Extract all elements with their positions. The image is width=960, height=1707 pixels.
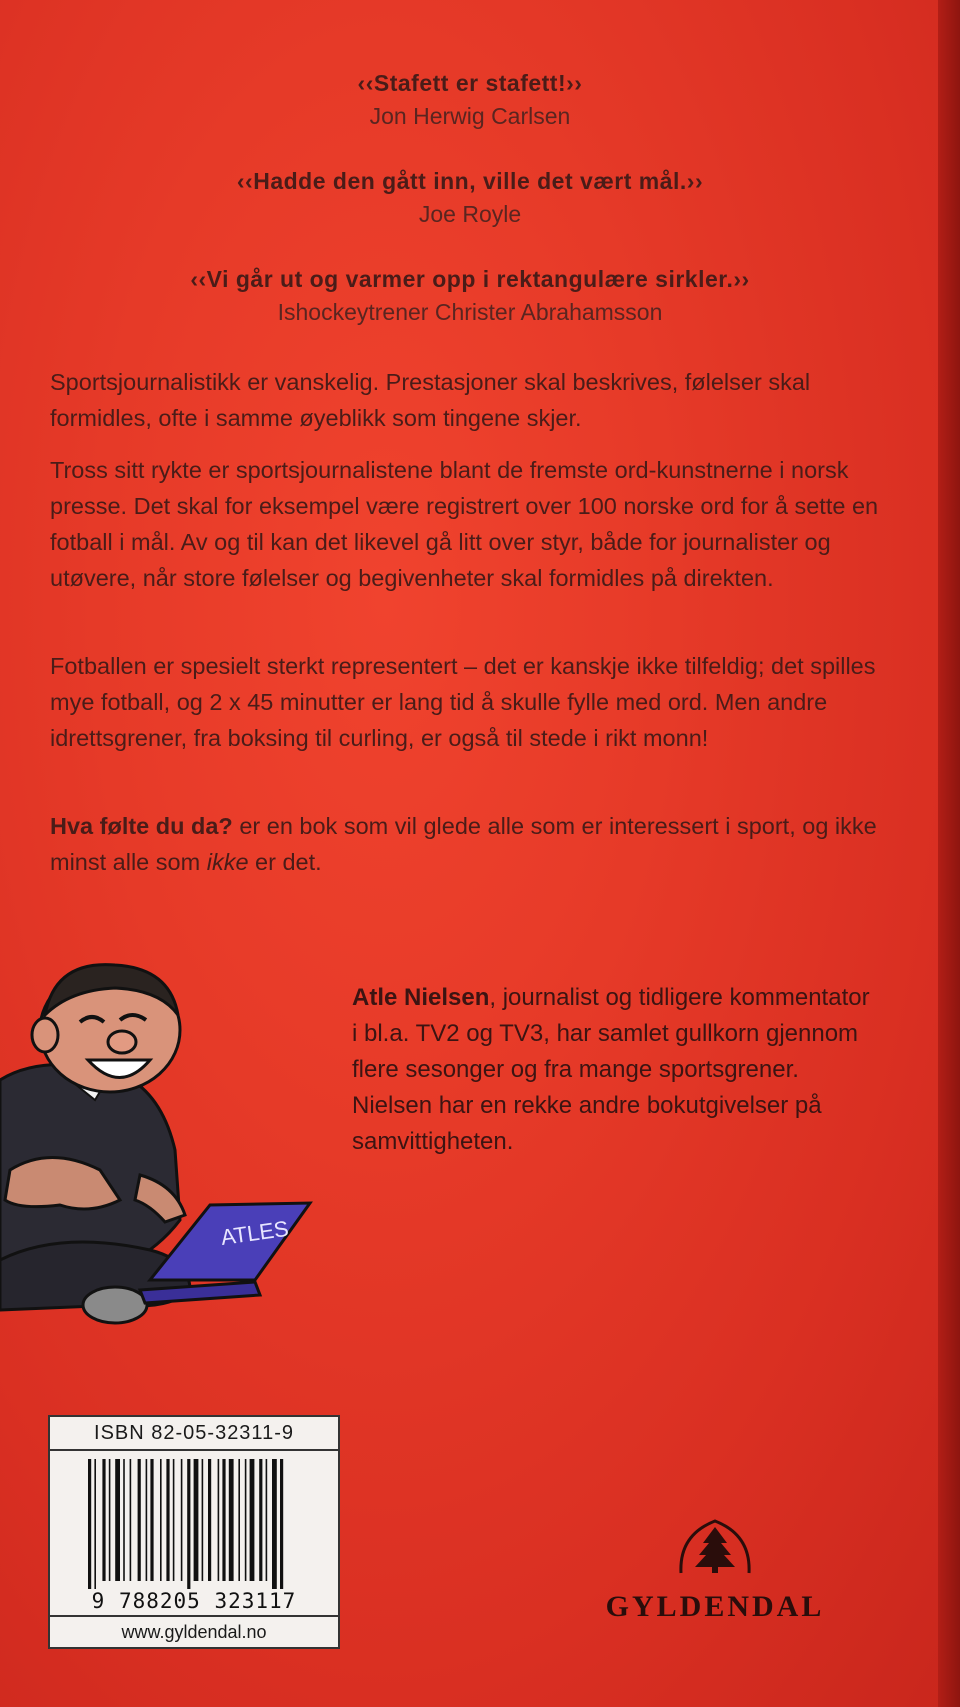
barcode-bar (208, 1459, 211, 1581)
barcode-bar (259, 1459, 262, 1581)
publisher-logo (575, 1515, 855, 1624)
quote-text: ‹‹Vi går ut og varmer opp i rektangulære sirkler.›› (190, 266, 750, 292)
barcode-bar (146, 1459, 148, 1581)
publisher-name: GYLDENDAL (605, 1590, 825, 1623)
paragraph-3 (50, 648, 900, 756)
barcode-bar (160, 1459, 162, 1581)
book-title: Hva følte du da? (50, 813, 233, 839)
barcode-bar (272, 1459, 277, 1589)
laptop-label: ATLES (219, 1215, 291, 1250)
paragraph-2 (50, 452, 900, 596)
barcode-bar (187, 1459, 190, 1589)
quote-1 (0, 70, 940, 130)
barcode-bar (94, 1459, 96, 1589)
barcode-bar (173, 1459, 175, 1581)
barcode-bar (202, 1459, 204, 1581)
quote-author: Ishockeytrener Christer Abrahamsson (277, 299, 663, 325)
barcode-bar (218, 1459, 220, 1581)
barcode-bar (109, 1459, 111, 1581)
barcode-bar (130, 1459, 132, 1581)
isbn-text: ISBN 82-05-32311-9 (50, 1417, 338, 1451)
barcode-bar (280, 1459, 283, 1589)
barcode-bar (166, 1459, 169, 1581)
paragraph-text: Fotballen er spesielt sterkt representert – det er kanskje ikke tilfeldig; det spilles mye fotball, og 2 x 45 minutter er lang tid å skulle fylle med ord. Men andre idrettsgrener, fra boksing til curling, er også til stede i rikt monn! (50, 653, 876, 751)
tree-logo-icon (675, 1515, 755, 1579)
paragraph-text: er det. (248, 849, 322, 875)
barcode-bar (102, 1459, 105, 1581)
paragraph-1 (50, 364, 900, 436)
ean-number: 9 788205 323117 (91, 1589, 297, 1613)
barcode-bar (229, 1459, 234, 1581)
author-bio-text: , journalist og tidligere kommentator i bl.a. TV2 og TV3, har samlet gullkorn gjennom flere sesonger og fra mange sportsgrener. Nielsen har en rekke andre bokutgivelser på samvittigheten. (352, 984, 870, 1155)
barcode-bar (123, 1459, 125, 1581)
quote-text: ‹‹Hadde den gått inn, ville det vært mål.›› (236, 168, 704, 194)
barcode-bar (181, 1459, 183, 1581)
emphasis-text: ikke (206, 849, 249, 875)
quote-author: Joe Royle (418, 201, 522, 227)
paragraph-text: er en bok som vil glede alle som er interessert i sport, og ikke minst alle som (50, 813, 877, 875)
quote-2 (0, 168, 940, 228)
author-bio (352, 980, 872, 1160)
barcode-bar (150, 1459, 153, 1581)
paragraph-text: Sportsjournalistikk er vanskelig. Prestasjoner skal beskrives, følelser skal formidles, ofte i samme øyeblikk som tingene skjer. (50, 369, 811, 431)
barcode-bar (138, 1459, 141, 1581)
quote-author: Jon Herwig Carlsen (369, 103, 571, 129)
paragraph-4 (50, 808, 900, 880)
barcode-bar (250, 1459, 255, 1581)
barcode-bar (238, 1459, 240, 1581)
barcode-icon (86, 1459, 316, 1589)
cover-edge (938, 0, 960, 1707)
quote-3 (0, 266, 940, 326)
barcode-bar (115, 1459, 120, 1581)
author-name: Atle Nielsen (352, 984, 490, 1011)
barcode-bar (266, 1459, 268, 1581)
website-text: www.gyldendal.no (50, 1615, 338, 1649)
paragraph-text: Tross sitt rykte er sportsjournalistene blant de fremste ord-kunstnerne i norsk presse. Det skal for eksempel være registrert over 100 norske ord for å sette en fotball i mål. Av og til kan det likevel gå litt over styr, både for journalister og utøvere, når store følelser og begivenheter skal formidles på direkten. (50, 457, 879, 591)
barcode-bar (194, 1459, 199, 1581)
quote-text: ‹‹Stafett er stafett!›› (357, 70, 583, 96)
barcode-bar (222, 1459, 225, 1581)
barcode-bar (88, 1459, 91, 1589)
barcode-label (48, 1415, 340, 1649)
author-cartoon-illustration (0, 960, 320, 1360)
barcode-bar (245, 1459, 247, 1581)
